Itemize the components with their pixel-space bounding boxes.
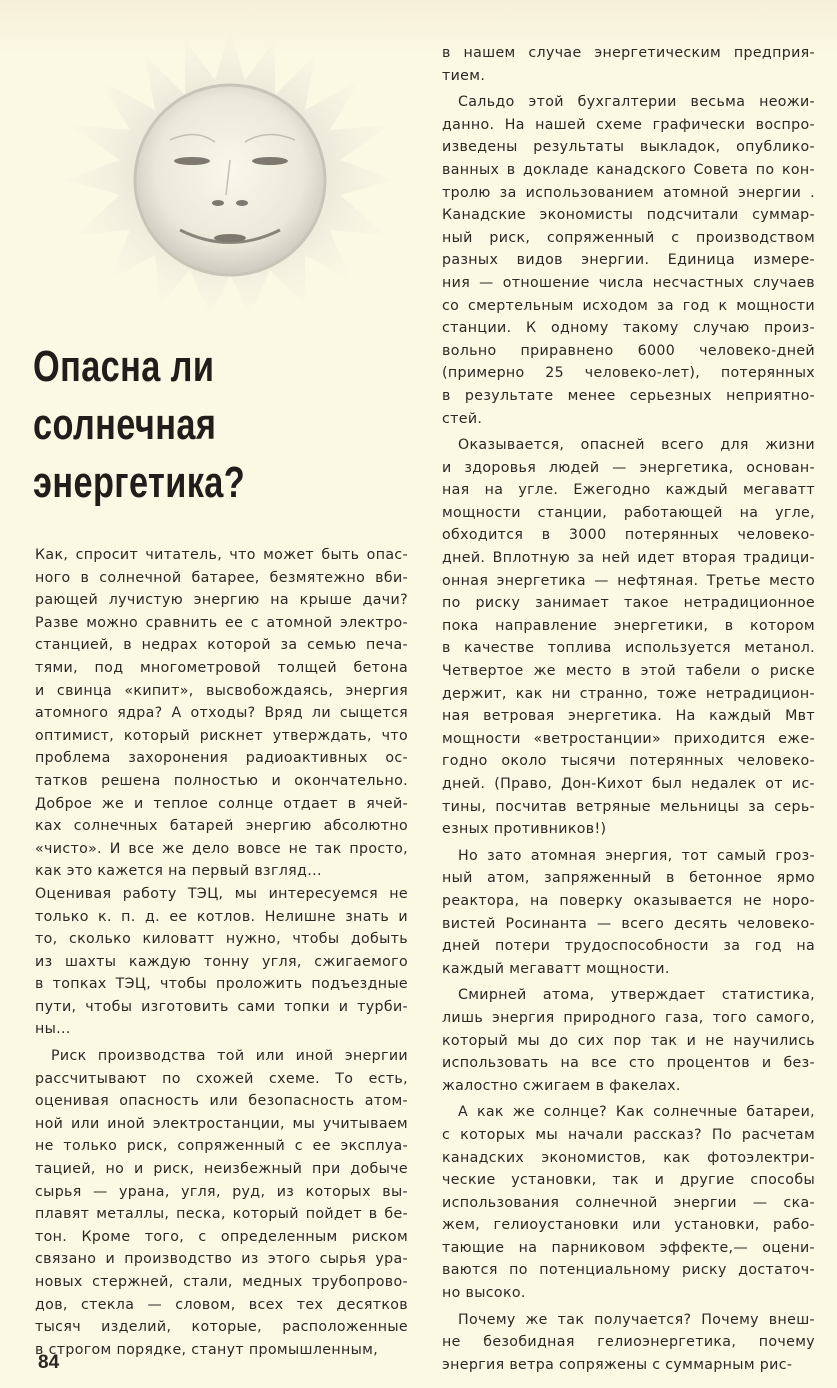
text-line: в качестве топлива используется метанол. [442, 640, 815, 657]
text-line: Оказывается, опасней всего для жизни [458, 437, 815, 454]
text-line: проблема захоронения радиоактивных ос- [35, 750, 408, 767]
text-line: ной или иной электростанции, мы учитываем [35, 1115, 408, 1132]
sun-illustration [50, 10, 410, 330]
text-line: рающей лучистую энергию на крыше дачи? [35, 592, 408, 609]
page-number: 84 [38, 1352, 60, 1373]
text-line: дней потери трудоспособности за год на [442, 938, 815, 955]
text-line: Риск производства той или иной энергии [51, 1048, 408, 1065]
text-line: и здоровья людей — энергетика, основан- [442, 459, 815, 476]
text-line: станции. К одному такому случаю произ- [442, 320, 815, 337]
text-line: тием. [442, 67, 486, 84]
text-line: ная ветровая энергетика. На каждый Мвт [442, 708, 815, 725]
text-line: данно. На нашей схеме графически воспро- [442, 116, 815, 133]
text-line: лишь энергия природного газа, того самого, [442, 1009, 815, 1026]
text-line: который мы до сих пор так и не научились [442, 1032, 815, 1049]
text-line: «чисто». И все же дело вовсе не так просто, [35, 840, 408, 857]
sun-face [135, 85, 325, 275]
text-line: вольно приравнено 6000 человеко-дней [442, 342, 815, 359]
text-line: новых стержней, стали, медных трубопрово- [35, 1274, 408, 1290]
text-line: сырья — урана, угля, руд, из которых вы- [35, 1183, 408, 1200]
text-line: стей. [442, 410, 483, 427]
text-line: тями, под многометровой толщей бетона [35, 659, 408, 676]
text-line: ный атом, запряженный в бетонное ярмо [442, 870, 815, 887]
paragraph [442, 42, 815, 87]
text-line: Сальдо этой бухгалтерии весьма неожи- [458, 94, 815, 111]
text-line: плавят металлы, песка, который пойдет в бе- [35, 1206, 408, 1223]
title-line: энергетика? [33, 458, 246, 507]
text-line: Разве можно сравнить ее с атомной электро- [35, 614, 408, 631]
text-line: обходится в 3000 потерянных человеко- [442, 527, 815, 544]
text-line: ваются по потенциальному риску достаточ- [442, 1262, 815, 1279]
text-line: ния — отношение числа несчастных случаев [442, 274, 815, 291]
text-line: энергия ветра сопряжены с суммарным рис- [442, 1356, 793, 1373]
text-line: и свинца «кипит», высвобождаясь, энергия [35, 682, 408, 699]
text-line: оптимист, который рискнет утверждать, что [35, 727, 408, 744]
text-line: тон. Кроме того, с определенным риском [35, 1228, 408, 1245]
article-title [33, 338, 329, 512]
text-line: в строгом порядке, станут промышленным, [35, 1341, 379, 1358]
text-line: Почему же так получается? Почему внеш- [458, 1311, 815, 1328]
text-line: онная энергетика — нефтяная. Третье место [442, 572, 815, 589]
text-line: Канадские экономисты подсчитали суммар- [442, 207, 815, 224]
paragraph [442, 1309, 815, 1377]
text-line: А как же солнце? Как солнечные батареи, [458, 1104, 815, 1121]
title-line: Опасна ли [33, 342, 215, 391]
text-line: ного в солнечной батарее, безмятежно вби- [35, 569, 408, 586]
left-column [35, 544, 408, 1361]
text-line: жалостно сжигаем в факелах. [442, 1077, 681, 1094]
text-line: ный риск, сопряженный с производством [442, 229, 815, 246]
title-line: солнечная [33, 400, 217, 449]
right-column [442, 42, 815, 1376]
text-line: но высоко. [442, 1285, 526, 1302]
text-line: дней. (Право, Дон-Кихот был недалек от ис- [442, 776, 815, 792]
text-line: Доброе же и теплое солнце отдает в ячей- [35, 795, 408, 812]
text-line: пути, чтобы изготовить сами топки и турби- [35, 998, 408, 1015]
text-line: ная на угле. Ежегодно каждый мегаватт [442, 482, 815, 499]
text-line: станцией, в недрах которой за семью печа- [35, 637, 408, 654]
text-line: использовать на все сто процентов и без- [442, 1055, 815, 1072]
text-line: мощности станции, работающей на угле, [442, 504, 815, 521]
text-line: только к. п. д. ее котлов. Нелишне знать и [35, 908, 408, 925]
text-line: изведены результаты выкладок, опублико- [442, 139, 815, 156]
text-line: езных противников!) [442, 821, 607, 838]
text-line: канадских экономистов, как фотоэлектри- [442, 1149, 815, 1166]
text-line: в результате менее серьезных неприятно- [442, 387, 815, 404]
text-line: ческие установки, так и другие способы [442, 1172, 815, 1189]
paragraph [442, 984, 815, 1097]
text-line: с которых мы начали рассказ? По расчетам [442, 1126, 815, 1143]
text-line: годно около тысячи потерянных человеко- [442, 753, 815, 770]
text-line: каждый мегаватт мощности. [442, 960, 670, 977]
text-line: тацией, но и риск, неизбежный при добыче [35, 1161, 408, 1178]
text-line: жем, гелиоустановки или установки, рабо- [442, 1217, 815, 1234]
text-line: тины, посчитав ветряные мельницы за серь- [442, 798, 815, 815]
text-line: не только риск, сопряженный с ее эксплуа- [35, 1138, 408, 1155]
text-line: то, сколько киловатт нужно, чтобы добыть [35, 931, 408, 948]
text-line: татков решена полностью и окончательно. [35, 772, 408, 789]
paragraph [35, 544, 408, 883]
text-line: по риску занимает такое нетрадиционное [442, 595, 815, 612]
text-line: ванных в докладе канадского Совета по кон- [442, 161, 815, 178]
text-line: не безобидная гелиоэнергетика, почему [442, 1334, 815, 1351]
paragraph [442, 845, 815, 981]
text-line: пока направление энергетики, в котором [442, 617, 815, 634]
text-line: держит, как ни странно, тоже нетрадицион- [442, 685, 815, 702]
text-line: дов, стекла — словом, всех тех десятков [35, 1296, 408, 1313]
text-line: рассчитывают по схожей схеме. То есть, [35, 1070, 408, 1087]
text-line: реактора, на поверку оказывается не норо- [442, 892, 815, 909]
text-line: ках солнечных батарей энергию абсолютно [35, 818, 408, 835]
paragraph [35, 1045, 408, 1361]
text-line: в топках ТЭЦ, чтобы проложить подъездные [35, 976, 408, 993]
text-line: оценивая опасность или безопасность атом- [35, 1093, 408, 1110]
text-line: из шахты каждую тонну угля, сжигаемого [35, 953, 408, 970]
text-line: в нашем случае энергетическим предприя- [442, 45, 815, 61]
text-line: мощности «ветростанции» приходится еже- [442, 730, 815, 747]
text-line: ны... [35, 1021, 71, 1038]
text-line: Смирней атома, утверждает статистика, [458, 987, 815, 1004]
text-line: вистей Росинанта — всего десять человеко- [442, 915, 815, 932]
paragraph [442, 1101, 815, 1304]
paragraph [442, 91, 815, 430]
text-line: тающие на парниковом эффекте,— оцени- [442, 1239, 815, 1256]
text-line: атомного ядра? А отходы? Вряд ли сыщется [35, 705, 408, 722]
text-line: тролю за использованием атомной энергии . [442, 184, 815, 201]
text-line: использования солнечной энергии — ска- [442, 1194, 815, 1211]
text-line: тысяч изделий, которые, расположенные [35, 1319, 408, 1336]
text-line: Четвертое же место в этой табели о риске [442, 663, 815, 680]
text-line: Как, спросит читатель, что может быть опас- [35, 547, 408, 563]
text-line: дней. Вплотную за ней идет вторая традици- [442, 550, 815, 567]
text-line: (примерно 25 человеко-лет), потерянных [442, 365, 815, 382]
text-line: Но зато атомная энергия, тот самый гроз- [458, 847, 815, 864]
paragraph [442, 434, 815, 841]
text-line: связано и производство из этого сырья ура- [35, 1251, 408, 1268]
text-line: разных видов энергии. Единица измере- [442, 252, 815, 269]
paragraph [35, 883, 408, 1041]
text-line: со смертельным исходом за год к мощности [442, 297, 815, 314]
text-line: Оценивая работу ТЭЦ, мы интересуемся не [35, 885, 408, 902]
text-line: как это кажется на первый взгляд... [35, 863, 322, 880]
